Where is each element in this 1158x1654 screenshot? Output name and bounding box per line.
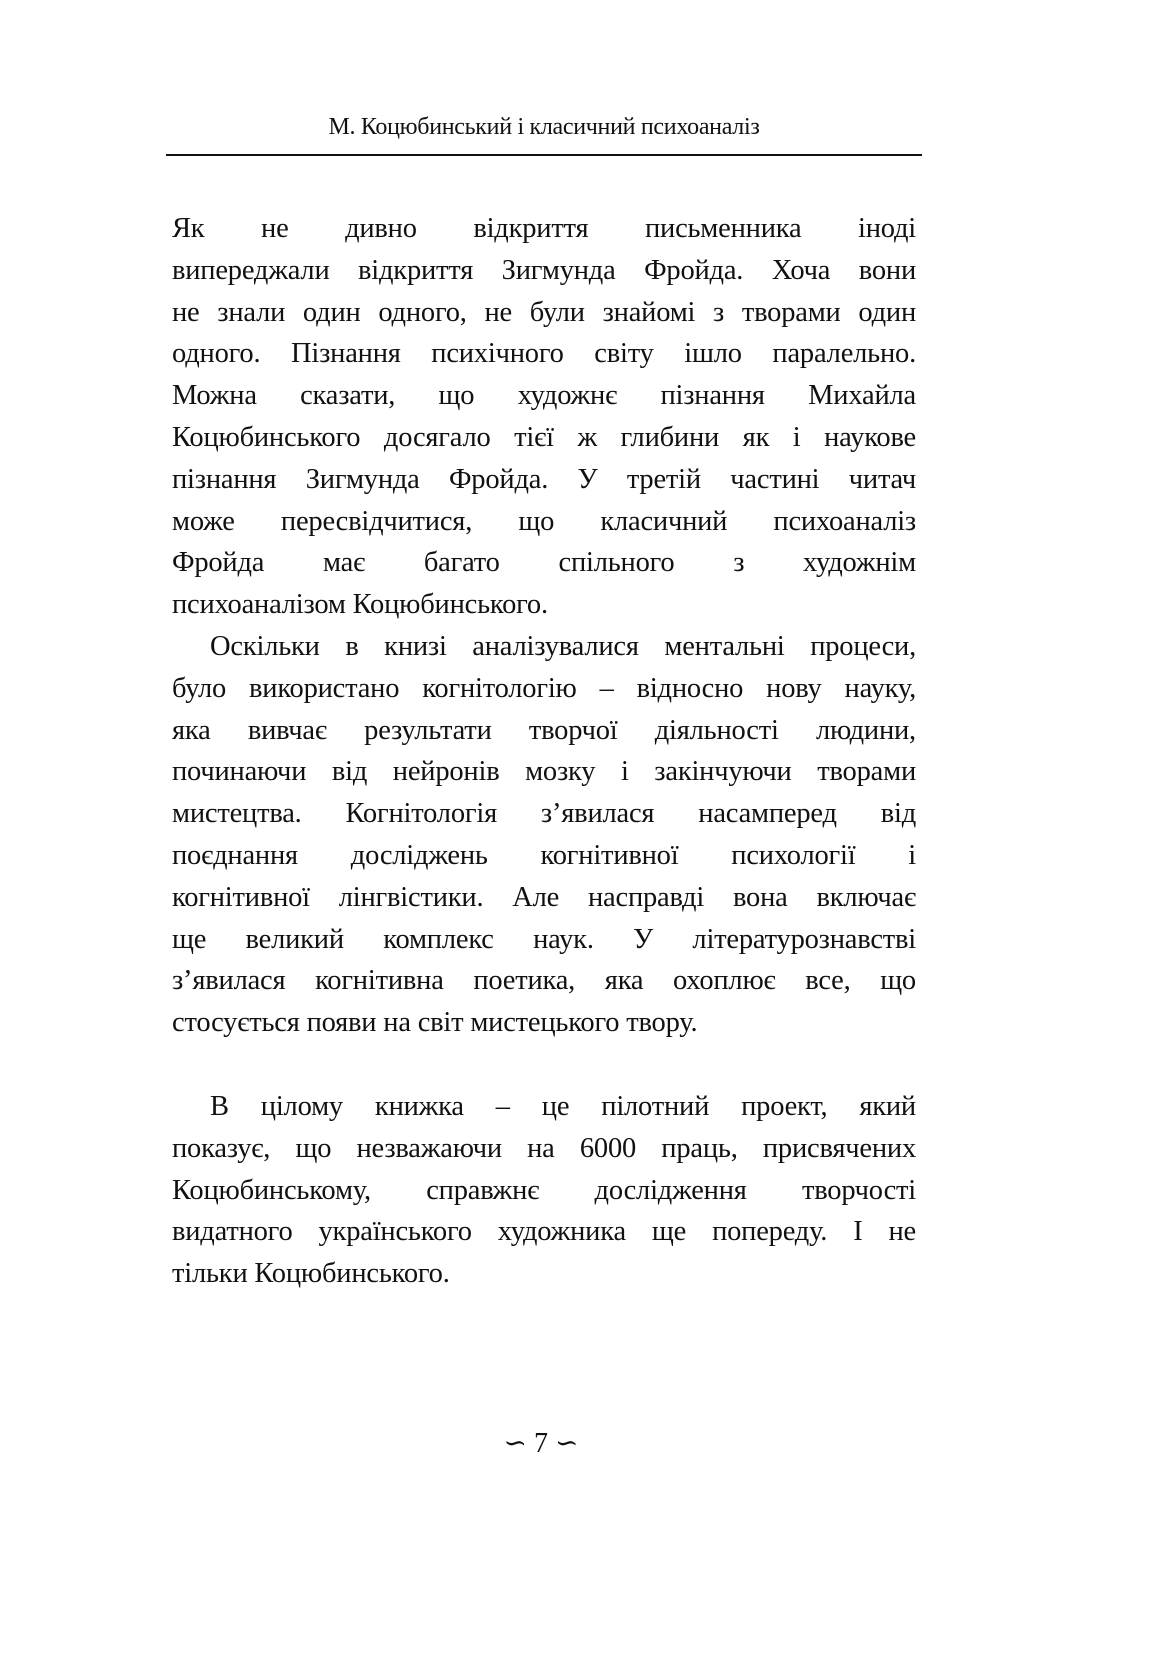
text-line: починаючи від нейронів мозку і закінчуючи творами <box>172 756 916 788</box>
text-line: Як не дивно відкриття письменника іноді <box>172 213 916 244</box>
text-line: мистецтва. Когнітологія з’явилася насамперед від <box>172 798 916 830</box>
text-line: з’явилася когнітивна поетика, яка охоплює все, що <box>172 965 916 997</box>
text-line: Коцюбинському, справжнє дослідження творчості <box>172 1174 916 1206</box>
text-line: психоаналізом Коцюбинського. <box>172 589 548 621</box>
text-line: випереджали відкриття Зигмунда Фройда. Хоча вони <box>172 254 916 286</box>
text-line: одного. Пізнання психічного світу ішло паралельно. <box>172 338 916 370</box>
text-line: В цілому книжка – це пілотний проект, який <box>210 1091 916 1122</box>
text-line: поєднання досліджень когнітивної психології і <box>172 839 916 871</box>
header-rule <box>166 154 922 156</box>
text-line: не знали один одного, не були знайомі з творами один <box>172 296 916 328</box>
running-header: М. Коцюбинський і класичний психоаналіз <box>328 114 760 140</box>
text-line: Фройда має багато спільного з художнім <box>172 547 916 579</box>
text-line: тільки Коцюбинського. <box>172 1258 450 1290</box>
text-line: показує, що незважаючи на 6000 праць, присвячених <box>172 1132 916 1164</box>
page-number: ∽ 7 ∽ <box>503 1428 579 1459</box>
text-line: може пересвідчитися, що класичний психоаналіз <box>172 505 916 537</box>
text-line: пізнання Зигмунда Фройда. У третій частині читач <box>172 463 916 495</box>
text-line: стосується появи на світ мистецького твору. <box>172 1007 698 1039</box>
paragraph-2 <box>172 626 916 1044</box>
text-line: яка вивчає результати творчої діяльності людини, <box>172 714 916 746</box>
text-line: Коцюбинського досягало тієї ж глибини як і наукове <box>172 421 916 453</box>
text-line: видатного українського художника ще попереду. І не <box>172 1216 916 1248</box>
text-line: ще великий комплекс наук. У літературознавстві <box>172 923 916 955</box>
paragraph-1 <box>172 208 916 626</box>
text-line: було використано когнітологію – відносно нову науку, <box>172 672 916 704</box>
text-line: Можна сказати, що художнє пізнання Михайла <box>172 380 916 412</box>
text-line: когнітивної лінгвістики. Але насправді вона включає <box>172 881 916 913</box>
text-line: Оскільки в книзі аналізувалися ментальні процеси, <box>210 631 916 662</box>
paragraph-3 <box>172 1086 916 1295</box>
